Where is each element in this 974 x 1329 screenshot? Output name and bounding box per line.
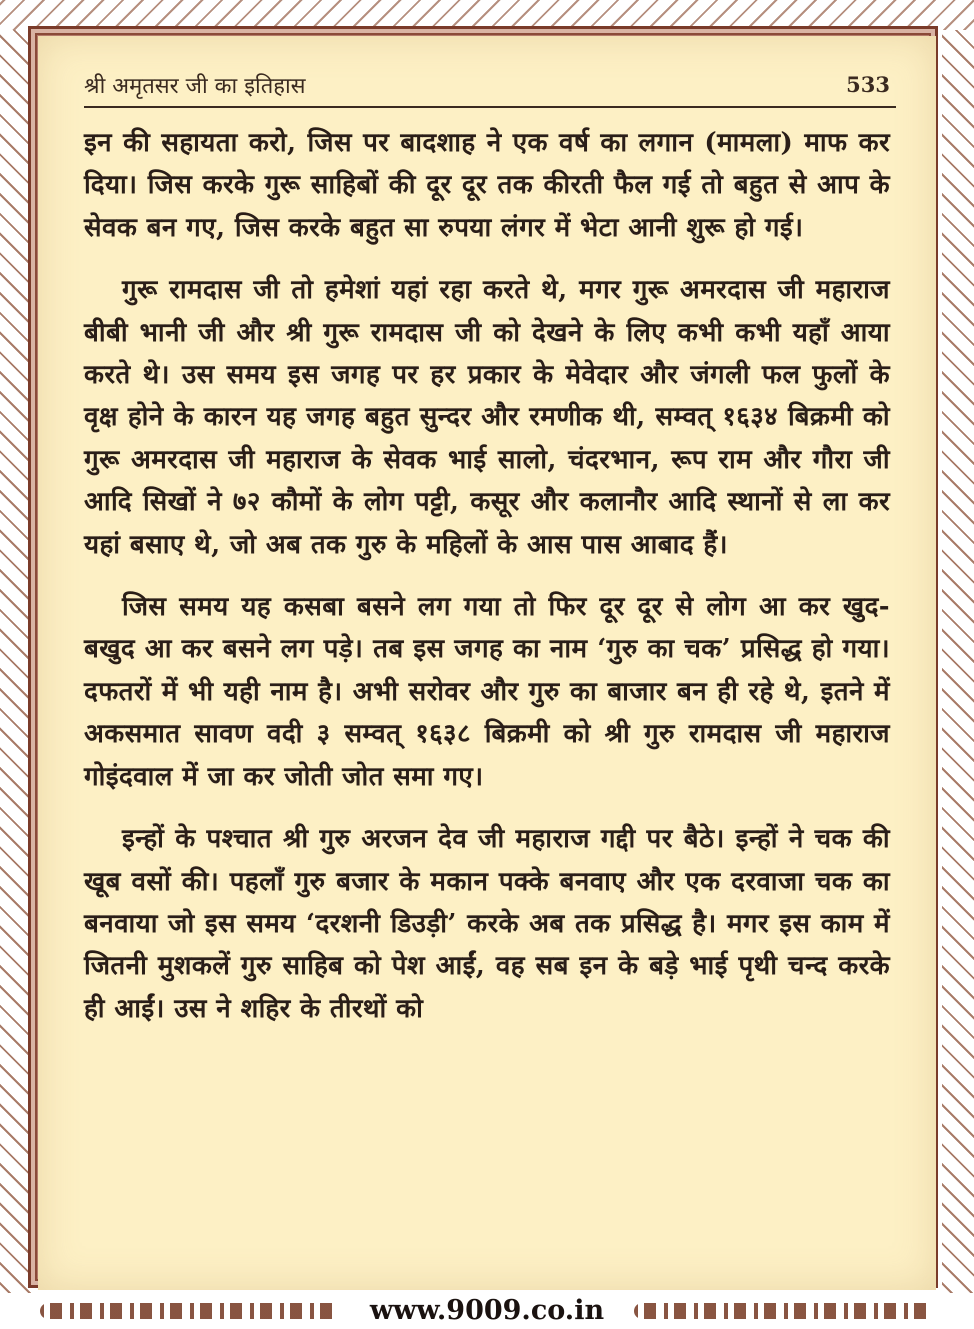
- right-ornament-border: [942, 30, 974, 1293]
- header-rule: [84, 106, 896, 108]
- book-page: [38, 36, 936, 1290]
- body-text: [84, 122, 890, 1050]
- page-header: [84, 64, 890, 108]
- running-title: श्री अमृतसर जी का इतिहास: [84, 74, 306, 99]
- footer-website-url: www.9009.co.in: [369, 1295, 605, 1326]
- paragraph-2: गुरू रामदास जी तो हमेशां यहां रहा करते थे, मगर गुरू अमरदास जी महाराज बीबी भानी जी और श्री गुरू रामदास जी को देखने के लिए कभी कभी यहाँ आया करते थे। उस समय इस जगह पर हर प्रकार के मेवेदार और जंगली फल फुलों के वृक्ष होने के कारन यह जगह बहुत सुन्दर और रमणीक थी, सम्वत् १६३४ बिक्रमी को गुरू अमरदास जी महाराज के सेवक भाई सालो, चंदरभान, रूप राम और गौरा जी आदि सिखों ने ७२ कौमों के लोग पट्टी, कसूर और कलानौर आदि स्थानों से ला कर यहां बसाए थे, जो अब तक गुरु के महिलों के आस पास आबाद हैं।: [84, 275, 890, 560]
- paragraph-3: जिस समय यह कसबा बसने लग गया तो फिर दूर दूर से लोग आ कर खुद-बखुद आ कर बसने लग पड़े। तब इस जगह का नाम ‘गुरु का चक’ प्रसिद्ध हो गया। दफतरों में भी यही नाम है। अभी सरोवर और गुरु का बाजार बन ही रहे थे, इतने में अकसमात सावण वदी ३ सम्वत् १६३८ बिक्रमी को श्री गुरु रामदास जी महाराज गोइंदवाल में जा कर जोती जोत समा गए।: [84, 592, 890, 792]
- page-number: 533: [846, 72, 890, 97]
- paragraph-1: इन की सहायता करो, जिस पर बादशाह ने एक वर्ष का लगान (मामला) माफ कर दिया। जिस करके गुरू साहिबों की दूर दूर तक कीरती फैल गई तो बहुत से आप के सेवक बन गए, जिस करके बहुत सा रुपया लंगर में भेटा आनी शुरू हो गई।: [84, 128, 890, 243]
- paragraph-4: इन्हों के पश्चात श्री गुरु अरजन देव जी महाराज गद्दी पर बैठे। इन्हों ने चक की खूब वसों की। पहलाँ गुरु बजार के मकान पक्के बनवाए और एक दरवाजा चक का बनवाया जो इस समय ‘दरशनी डिउड़ी’ करके अब तक प्रसिद्ध है। मगर इस काम में जितनी मुशकलें गुरु साहिब को पेश आईं, वह सब इन के बड़े भाई पृथी चन्द करके ही आईं। उस ने शहिर के तीरथों को: [84, 824, 890, 1024]
